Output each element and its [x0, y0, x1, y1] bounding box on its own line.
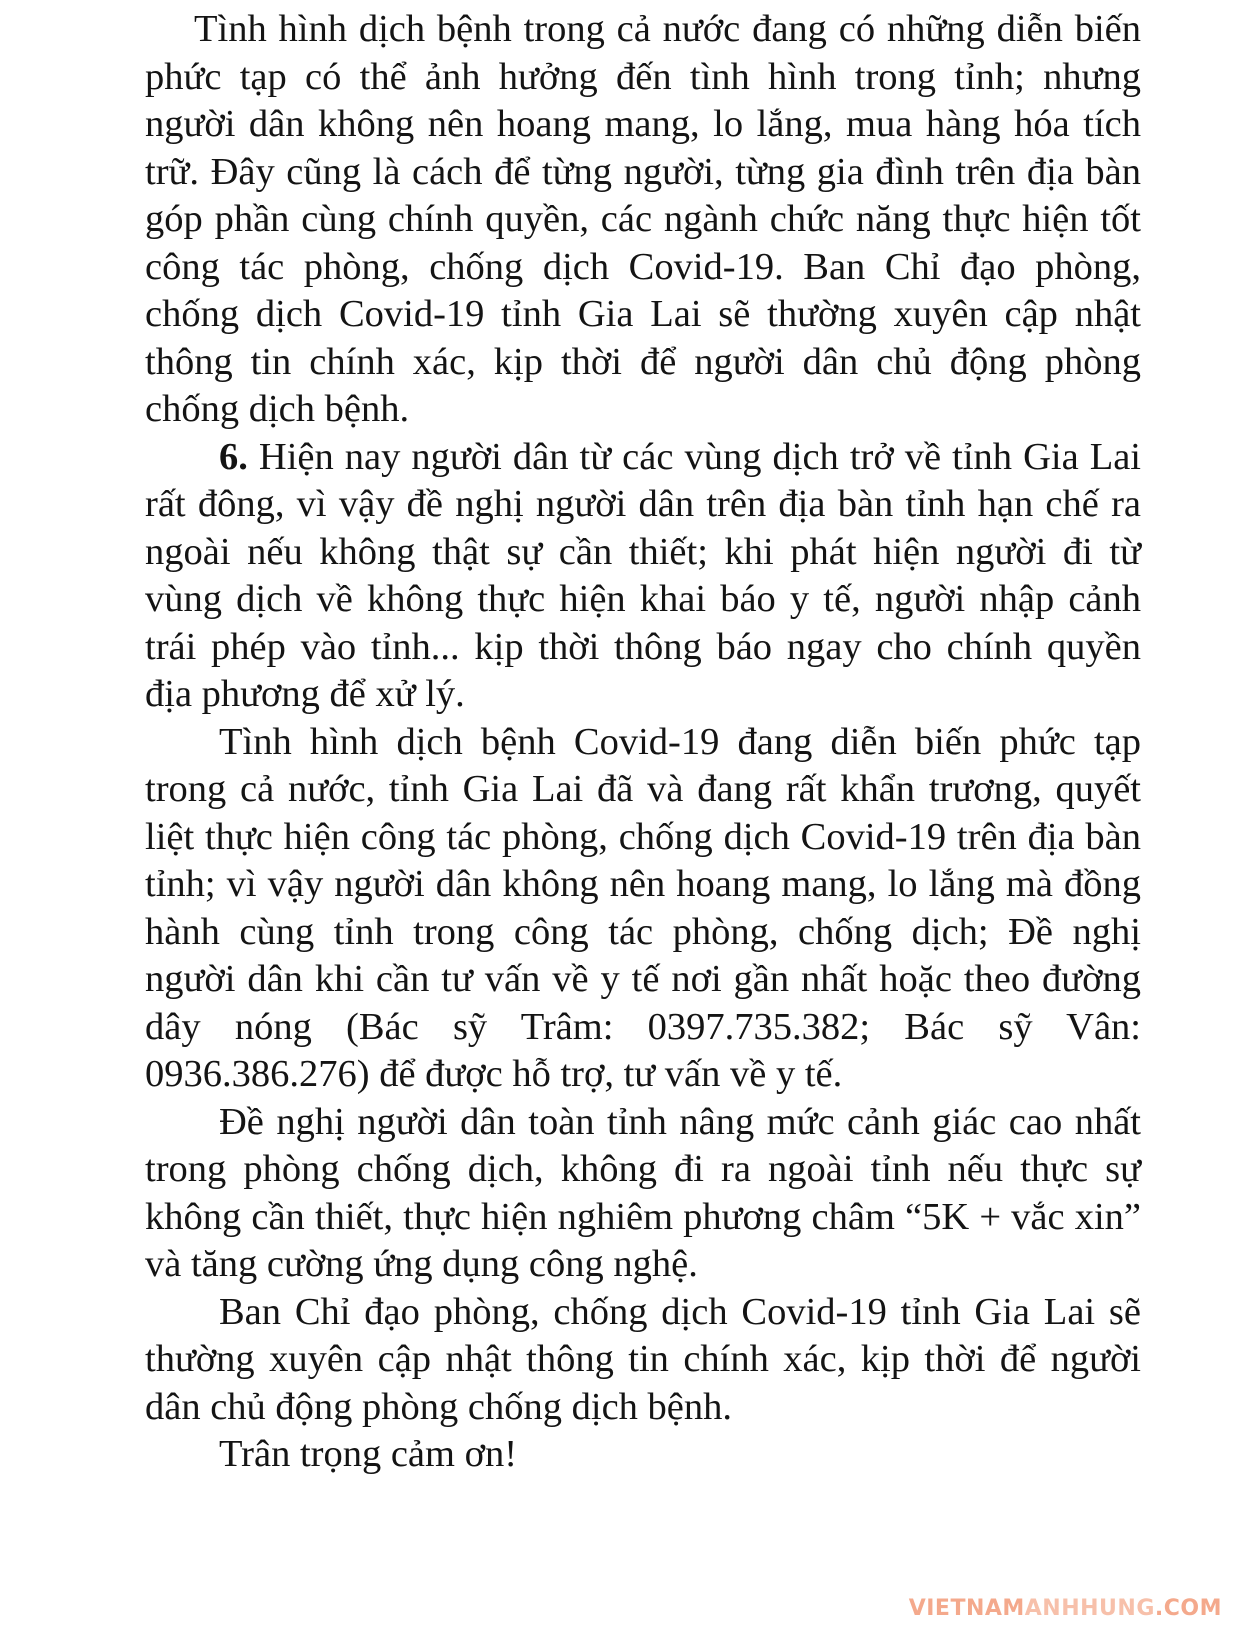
paragraph-item-6: [145, 434, 1141, 719]
paragraph-update-notice: [145, 1289, 1141, 1432]
document-body: [145, 6, 1141, 1479]
paragraph-text: Tình hình dịch bệnh trong cả nước đang có những diễn biến phức tạp có thể ảnh hưởng đến tình hình trong tỉnh; nhưng người dân không nên hoang mang, lo lắng, mua hàng hóa tích trữ. Đây cũng là cách để từng người, từng gia đình trên địa bàn góp phần cùng chính quyền, các ngành chức năng thực hiện tốt công tác phòng, chống dịch Covid-19. Ban Chỉ đạo phòng, chống dịch Covid-19 tỉnh Gia Lai sẽ thường xuyên cập nhật thông tin chính xác, kịp thời để người dân chủ động phòng chống dịch bệnh.: [145, 8, 1141, 430]
paragraph-text: Hiện nay người dân từ các vùng dịch trở về tỉnh Gia Lai rất đông, vì vậy đề nghị người dân trên địa bàn tỉnh hạn chế ra ngoài nếu không thật sự cần thiết; khi phát hiện người đi từ vùng dịch về không thực hiện khai báo y tế, người nhập cảnh trái phép vào tỉnh... kịp thời thông báo ngay cho chính quyền địa phương để xử lý.: [145, 435, 1142, 715]
watermark-part-2: ANHHUNG: [1024, 1596, 1155, 1621]
paragraph-closing: [145, 1431, 1141, 1479]
paragraph-text: Trân trọng cảm ơn!: [219, 1433, 518, 1475]
site-watermark: [909, 1596, 1222, 1621]
paragraph-text: Ban Chỉ đạo phòng, chống dịch Covid-19 tỉnh Gia Lai sẽ thường xuyên cập nhật thông tin chính xác, kịp thời để người dân chủ động phòng chống dịch bệnh.: [145, 1290, 1141, 1428]
paragraph-intro: [145, 6, 1141, 434]
paragraph-text: Tình hình dịch bệnh Covid-19 đang diễn biến phức tạp trong cả nước, tỉnh Gia Lai đã và đang rất khẩn trương, quyết liệt thực hiện công tác phòng, chống dịch Covid-19 trên địa bàn tỉnh; vì vậy người dân không nên hoang mang, lo lắng mà đồng hành cùng tỉnh trong công tác phòng, chống dịch; Đề nghị người dân khi cần tư vấn về y tế nơi gần nhất hoặc theo đường dây nóng (Bác sỹ Trâm: 0397.735.382; Bác sỹ Vân: 0936.386.276) để được hỗ trợ, tư vấn về y tế.: [145, 720, 1141, 1095]
paragraph-situation: [145, 719, 1141, 1099]
paragraph-request: [145, 1099, 1141, 1289]
paragraph-number: 6.: [219, 435, 248, 478]
watermark-part-1: VIETNAM: [908, 1596, 1025, 1621]
paragraph-text: Đề nghị người dân toàn tỉnh nâng mức cảnh giác cao nhất trong phòng chống dịch, không đi ra ngoài tỉnh nếu thực sự không cần thiết, thực hiện nghiêm phương châm “5K + vắc xin” và tăng cường ứng dụng công nghệ.: [145, 1100, 1141, 1285]
watermark-part-3: .COM: [1154, 1596, 1222, 1621]
